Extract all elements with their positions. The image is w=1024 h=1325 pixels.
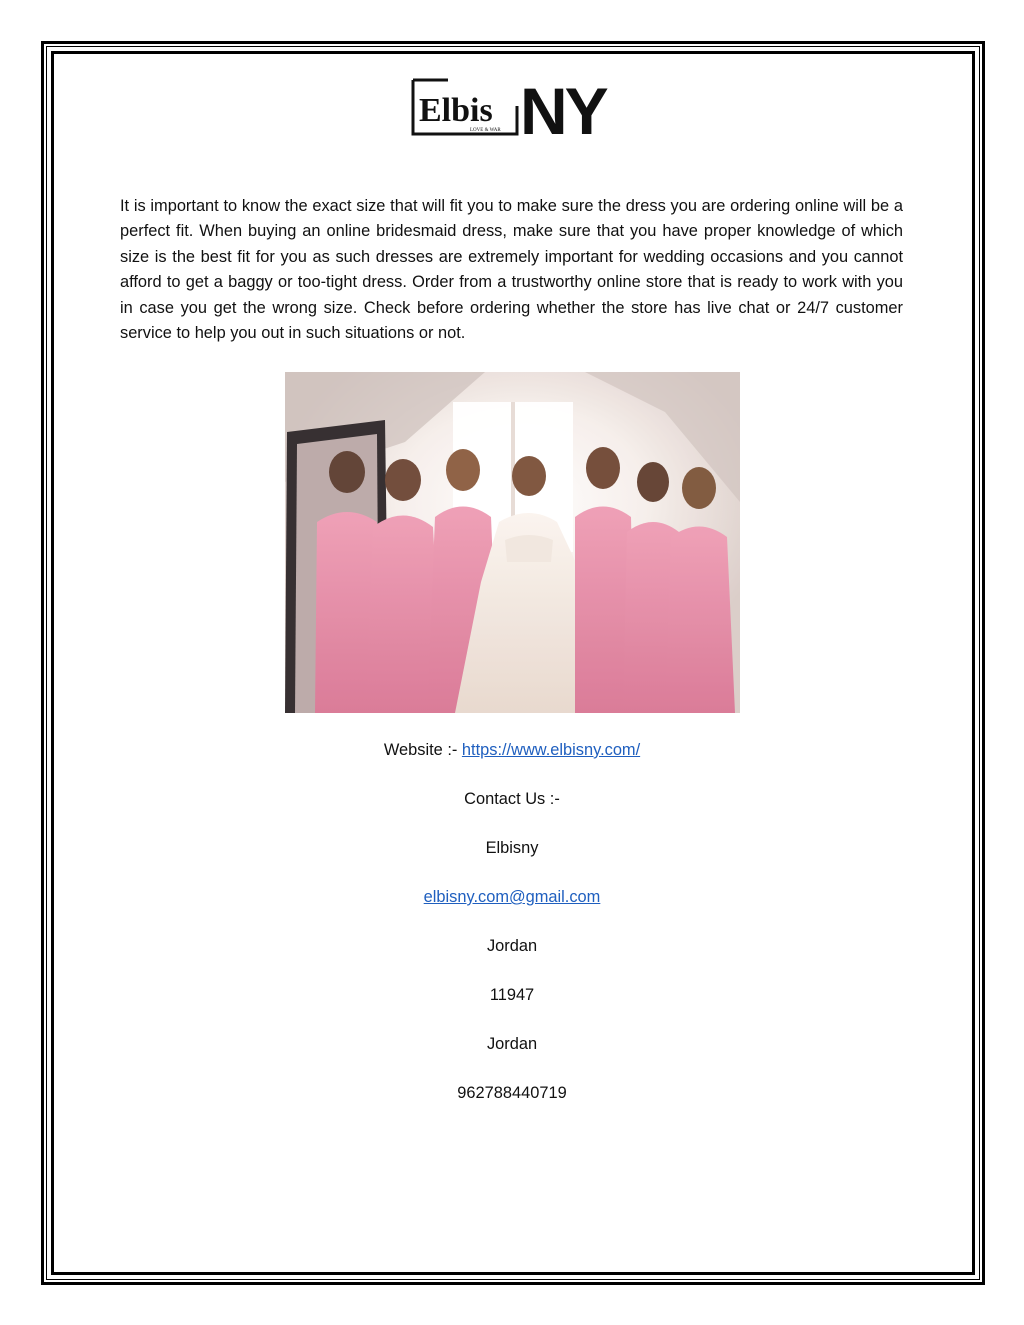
logo-text-right: NY	[520, 74, 606, 142]
contact-postal-code: 11947	[489, 986, 535, 1004]
contact-city: Jordan	[486, 937, 538, 955]
website-label: Website :-	[383, 741, 462, 759]
website-line	[112, 740, 912, 760]
elbisny-logo	[410, 72, 626, 142]
logo-tagline: LOVE & WAR	[470, 128, 501, 133]
email-link[interactable]: elbisny.com@gmail.com	[423, 888, 601, 906]
contact-country: Jordan	[486, 1035, 538, 1053]
logo-text-left: Elbis	[419, 92, 493, 129]
contact-name: Elbisny	[485, 839, 539, 857]
contact-phone: 962788440719	[457, 1084, 567, 1102]
contact-email-line	[112, 887, 912, 907]
bridesmaids-photo	[285, 372, 740, 713]
contact-heading: Contact Us :-	[464, 790, 560, 808]
website-link[interactable]: https://www.elbisny.com/	[461, 741, 641, 759]
intro-paragraph: It is important to know the exact size that will fit you to make sure the dress you are ordering online will be a perfect fit. When buying an online bridesmaid dress, make sure that you have proper knowledge of which size is the best fit for you as such dresses are extremely important for wedding occasions and you cannot afford to get a baggy or too-tight dress. Order from a trustworthy online store that is ready to work with you in case you get the wrong size. Check before ordering whether the store has live chat or 24/7 customer service to help you out in such situations or not.	[120, 197, 903, 343]
